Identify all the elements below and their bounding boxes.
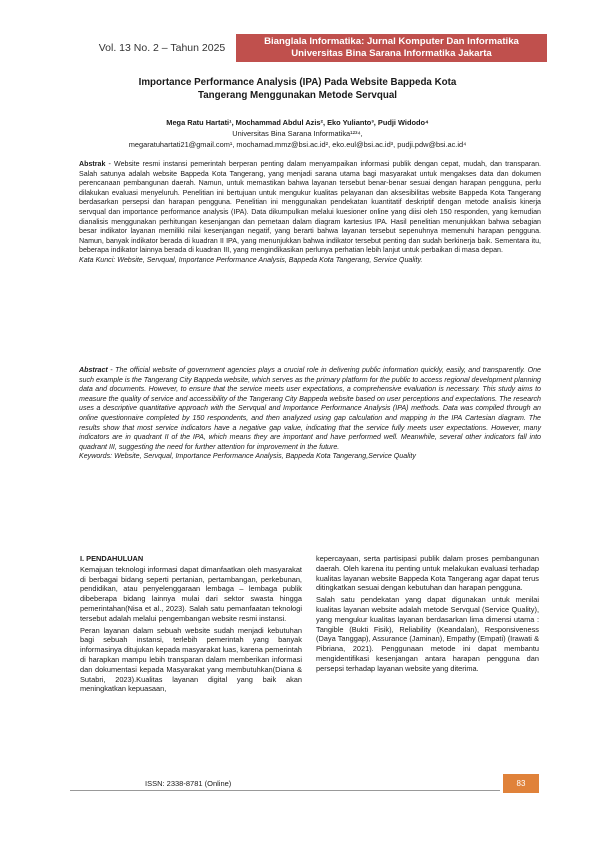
abstract-english bbox=[79, 366, 541, 462]
journal-name: Bianglala Informatika: Jurnal Komputer Dan Informatika bbox=[264, 36, 519, 47]
journal-banner bbox=[236, 34, 547, 62]
title-line-2: Tangerang Menggunakan Metode Servqual bbox=[197, 90, 398, 101]
paper-title bbox=[90, 76, 505, 102]
section-heading-introduction: I. PENDAHULUAN bbox=[80, 554, 144, 563]
keywords-english: Keywords: Website, Servqual, Importance Performance Analysis, Bappeda Kota Tangerang,Service Quality bbox=[79, 452, 416, 461]
paragraph: Kemajuan teknologi informasi dapat dimanfaatkan oleh masyarakat di berbagai bidang seperti pertanian, pertambangan, perkebunan, pendidikan, atau penyelenggaraan lembaga – lembaga publik dibeberapa bidang lainnya mulai dari sektor swasta hingga pemerintahan(Nisa et al., 2023). Salah satu pemanfaatan teknologi tersebut adalah melalui pengembangan website resmi instansi. bbox=[80, 564, 302, 623]
title-line-1: Importance Performance Analysis (IPA) Pada Website Bappeda Kota bbox=[138, 77, 457, 88]
abstract-en-text: - The official website of government agencies plays a crucial role in delivering public information quickly, easily, and transparently. One such example is the Tangerang City Bappeda website, which serves as the primary platform for the public to access regional development planning data and documents. However, to ensure that the service meets user expectations, a comprehensive evaluation is necessary. This study aims to measure the quality of service and accessibility of the Tangerang City Bappeda website based on user perceptions and expectations. The research uses a descriptive quantitative approach with the Servqual and Importance Performance Analysis (IPA) methods. Data was compiled through an online questionnaire completed by 150 respondents, and then analyzed using gap calculation and mapping in the IPA Cartesian diagram. The results show that most service indicators have a negative gap value, indicating that the service fully meets user expectations. However, many indicators are in quadrant II of the IPA, which means they are important and have performed well. Meanwhile, several other indicators fall into quadrant III, suggesting the need for further attention for improvement in the future. bbox=[79, 366, 541, 451]
body-column-right bbox=[316, 554, 539, 676]
page-number-badge: 83 bbox=[503, 774, 539, 793]
abstract-indonesian bbox=[79, 160, 541, 266]
paragraph: kepercayaan, serta partisipasi publik dalam proses pembangunan daerah. Oleh karena itu penting untuk melakukan evaluasi terhadap kualitas layanan website Bappeda Kota Tangerang agar dapat terus ditingkatkan sesuai dengan kebutuhan dan harapan pengguna. bbox=[316, 554, 539, 593]
paragraph: Peran layanan dalam sebuah website sudah menjadi kebutuhan bagi sebuah instansi, terlebih pemerintah yang banyak informasinya ditujukan kepada masyarakat luas, karena pemerintah di harapkan mampu lebih transparan dalam memberikan informasi dan dokumentasi kepada Masyarakat yang membutuhkan(Diana & Sutabri, 2023).Kualitas layanan digital yang baik akan meningkatkan kepuasaan, bbox=[80, 625, 302, 694]
author-emails: megaratuhartati21@gmail.com¹, mochamad.mmz@bsi.ac.id², eko.eul@bsi.ac.id³, pudji.pdw@bsi.ac.id⁴ bbox=[128, 140, 467, 149]
footer-divider bbox=[70, 790, 500, 791]
footer-issn: ISSN: 2338-8781 (Online) bbox=[145, 779, 232, 788]
paragraph: Salah satu pendekatan yang dapat digunakan untuk menilai kualitas layanan website adalah metode Servqual (Service Quality), yang mengukur kualitas layanan berdasarkan lima dimensi utama : Tangible (Bukti Fisik), Reliability (Keandalan), Responsiveness (Daya Tanggap), Assurance (Jaminan), Empathy (Empati) (Irawati & Pibriana, 2021). Penggunaan metode ini dapat membantu mengidentifikasi kesenjangan antara harapan pengguna dan persepsi terhadap layanan website yang diterima. bbox=[316, 595, 539, 673]
author-block bbox=[60, 117, 535, 150]
affiliation: Universitas Bina Sarana Informatika¹²³⁴, bbox=[232, 129, 363, 138]
abstract-id-label: Abstrak bbox=[79, 160, 106, 168]
volume-label: Vol. 13 No. 2 – Tahun 2025 bbox=[88, 34, 236, 62]
abstract-id-text: - Website resmi instansi pemerintah berperan penting dalam menyampaikan informasi publik dengan cepat, mudah, dan transparan. Salah satunya adalah website Bappeda Kota Tangerang, yang menjadi sarana utama bagi masyarakat untuk mengakses data dan dokumen perencanaan pembangunan daerah. Namun, untuk memastikan bahwa layanan tersebut benar-benar sesuai dengan harapan pengguna, perlu dilakukan evaluasi menyeluruh. Penelitian ini bertujuan untuk mengukur kualitas pelayanan dan aksesibilitas website Bappeda Kota Tangerang berdasarkan persepsi dan harapan pengguna. Penelitian ini menggunakan pendekatan kuantitatif deskriptif dengan metode analisis kinerja servqual dan importance performance analysis (IPA). Data dikumpulkan melalui kuesioner online yang diisi oleh 150 responden, yang kemudian dianalisis menggunakan perhitungan kesenjangan dan pemetaan dalam diagram kartesius IPA. Hasil penelitian menunjukkan bahwa sebagian besar indikator layanan memiliki nilai kesenjangan negatif, yang berarti bahwa layanan tersebut sepenuhnya memenuhi harapan pengguna. Namun, banyak indikator berada di kuadran II IPA, yang menunjukkan bahwa indikator tersebut penting dan sudah berkinerja baik. Sementara itu, beberapa indikator lainnya berada di kuadran III, yang mengindikasikan perlunya perhatian lebih lanjut untuk perbaikan di masa depan. bbox=[79, 160, 541, 255]
abstract-en-label: Abstract bbox=[79, 366, 108, 374]
journal-institution: Universitas Bina Sarana Informatika Jakarta bbox=[291, 48, 492, 59]
keywords-indonesian: Kata Kunci: Website, Servqual, Importance Performance Analysis, Bappeda Kota Tangerang, Service Quality. bbox=[79, 255, 423, 264]
body-column-left bbox=[80, 554, 302, 696]
author-names: Mega Ratu Hartati¹, Mochammad Abdul Azis², Eko Yulianto³, Pudji Widodo⁴ bbox=[166, 118, 429, 127]
